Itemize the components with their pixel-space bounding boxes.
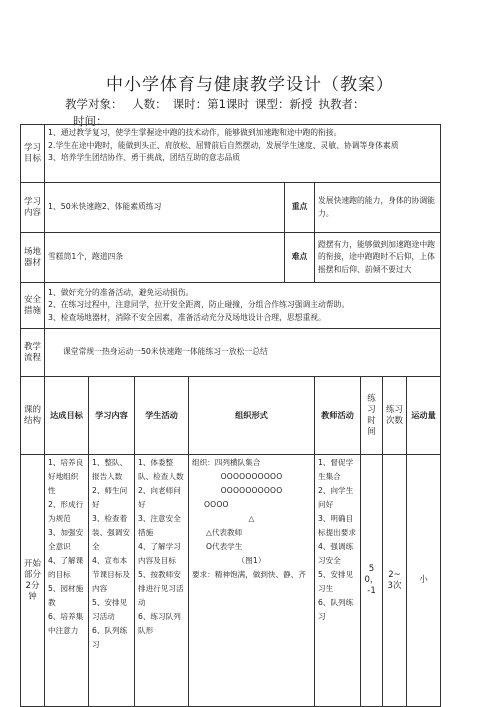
- student-item: 6、练习队列队形: [138, 612, 181, 635]
- practice-reps: 2~3次: [383, 455, 407, 707]
- content-item: 5、安排见习活动: [92, 598, 128, 621]
- formation-title: 组织：四列横队集合: [192, 458, 261, 467]
- content-item: 4、宣布本节课目标及内容: [92, 556, 130, 593]
- header-teacher: 教师活动: [315, 377, 361, 455]
- safety-label: 安全措施: [21, 283, 45, 329]
- teacher-item: 1、督促学生集合: [318, 458, 354, 481]
- structure-header-row: [21, 377, 441, 455]
- header-time: 练习时间: [361, 377, 383, 455]
- student-item: 5、按教师安排进行见习活动: [138, 570, 184, 607]
- practice-time: 50，-1: [361, 455, 383, 707]
- formation-row: OOOOOOOOOO: [220, 486, 283, 495]
- key-text: 发展快速跑的能力，身体的协调能力。: [315, 183, 441, 233]
- content-item: 1、整队、报告人数: [92, 458, 128, 481]
- content-label: 学习内容: [21, 183, 45, 233]
- difficulty-text: 蹬摆有力，能够做到加速跑途中跑的衔接，途中跑跑时不后仰，上体摇摆和后仰、前倾不要过大: [315, 233, 441, 283]
- header-org: 组织形式: [189, 377, 315, 455]
- meta-period: 课时：第1课时: [172, 97, 249, 111]
- header-load: 运动量: [407, 377, 441, 455]
- teacher-item: 3、明确目标提出要求: [318, 514, 356, 537]
- student-item: 4、了解学习内容及目标: [138, 542, 181, 565]
- objective-item: 1、通过教学复习，使学生掌握途中跑的技术动作，能够做到加速跑和途中跑的衔接。: [48, 128, 342, 137]
- formation-requirement: 要求：精神饱满，做到快、静、齐: [192, 570, 306, 579]
- header-goal: 达成目标: [45, 377, 89, 455]
- venue-label: 场地器材: [21, 233, 45, 283]
- content-item: 6、队列练习: [92, 626, 128, 649]
- objectives-row: [21, 125, 441, 183]
- meta-target: 教学对象：: [65, 97, 123, 111]
- meta-type: 课型：新授: [254, 97, 313, 111]
- teacher-triangle-icon: △: [248, 514, 255, 523]
- venue-row: [21, 233, 441, 283]
- start-section-label: 开始部分2分钟: [21, 455, 45, 707]
- flow-text: 课堂常规一热身运动一50米快速跑一体能练习一放松一总结: [45, 329, 441, 377]
- formation-row: OOOO: [204, 500, 229, 509]
- flow-row: [21, 329, 441, 377]
- goal-item: 6、培养集中注意力: [48, 612, 84, 635]
- header-reps: 练习次数: [383, 377, 407, 455]
- legend-teacher: △代表教师: [206, 528, 243, 537]
- goal-item: 2、形成行为规范: [48, 500, 84, 523]
- safety-item: 3、检查场地器材，消除不安全因素，准备活动充分及场地设计合理，思想重视。: [48, 312, 326, 322]
- figure-caption: （图1）: [237, 556, 266, 565]
- safety-row: [21, 283, 441, 329]
- student-item: 1、体委整队、检查人数: [138, 458, 184, 481]
- meta-teacher: 执教者：: [318, 97, 365, 111]
- start-section-row: [21, 455, 441, 707]
- doc-title: 中小学体育与健康教学设计（教案）: [106, 75, 394, 95]
- teacher-item: 4、强调练习安全: [318, 542, 354, 565]
- meta-time: 时间：: [73, 114, 108, 128]
- goal-item: 4、了解课的目标: [48, 556, 84, 579]
- objective-item: 3、培养学生团结协作、勇于挑战，团结互助的意志品质: [48, 153, 241, 162]
- legend-student: O代表学生: [206, 542, 243, 551]
- content-row: [21, 183, 441, 233]
- lesson-plan-table: [20, 124, 441, 707]
- teacher-item: 2、向学生问好: [318, 486, 354, 509]
- goal-item: 1、培养良好地组织性: [48, 458, 84, 495]
- content-text: 1、50米快速跑2、体能素质练习: [45, 183, 285, 233]
- header-content: 学习内容: [89, 377, 135, 455]
- safety-item: 2、在练习过程中，注意同学，拉开安全距离，防止碰撞，分组合作练习强调主动帮助。: [48, 300, 350, 310]
- formation-row: OOOOOOOOOO: [220, 472, 283, 481]
- goal-item: 3、加强安全意识: [48, 528, 84, 551]
- student-item: 2、向老师问好: [138, 486, 181, 509]
- venue-text: 雪糕筒1个，跑道四条: [45, 233, 285, 283]
- flow-label: 教学流程: [21, 329, 45, 377]
- safety-item: 1、做好充分的准备活动，避免运动损伤。: [48, 287, 194, 297]
- header-student: 学生活动: [135, 377, 189, 455]
- goal-item: 5、园材施教: [48, 584, 84, 607]
- structure-label: 课的结构: [21, 377, 45, 455]
- meta-count: 人数：: [132, 97, 167, 111]
- objective-item: 2.学生在途中跑时，能做到头正、肩放松、屈臂前后自然摆动，发展学生速度、灵敏、协调等身体素质: [48, 140, 399, 150]
- teacher-item: 5、安排见习生: [318, 570, 354, 593]
- objectives-label: 学习目标: [21, 125, 45, 183]
- formation-cell: [189, 455, 315, 707]
- content-item: 3、检查着装、强调安全: [92, 514, 130, 551]
- teacher-item: 6、队列练习: [318, 598, 354, 621]
- content-item: 2、师生问好: [92, 486, 128, 509]
- exercise-load: 小: [407, 455, 441, 707]
- key-label: 重点: [285, 183, 315, 233]
- student-item: 3、注意安全措施: [138, 514, 181, 537]
- difficulty-label: 难点: [285, 233, 315, 283]
